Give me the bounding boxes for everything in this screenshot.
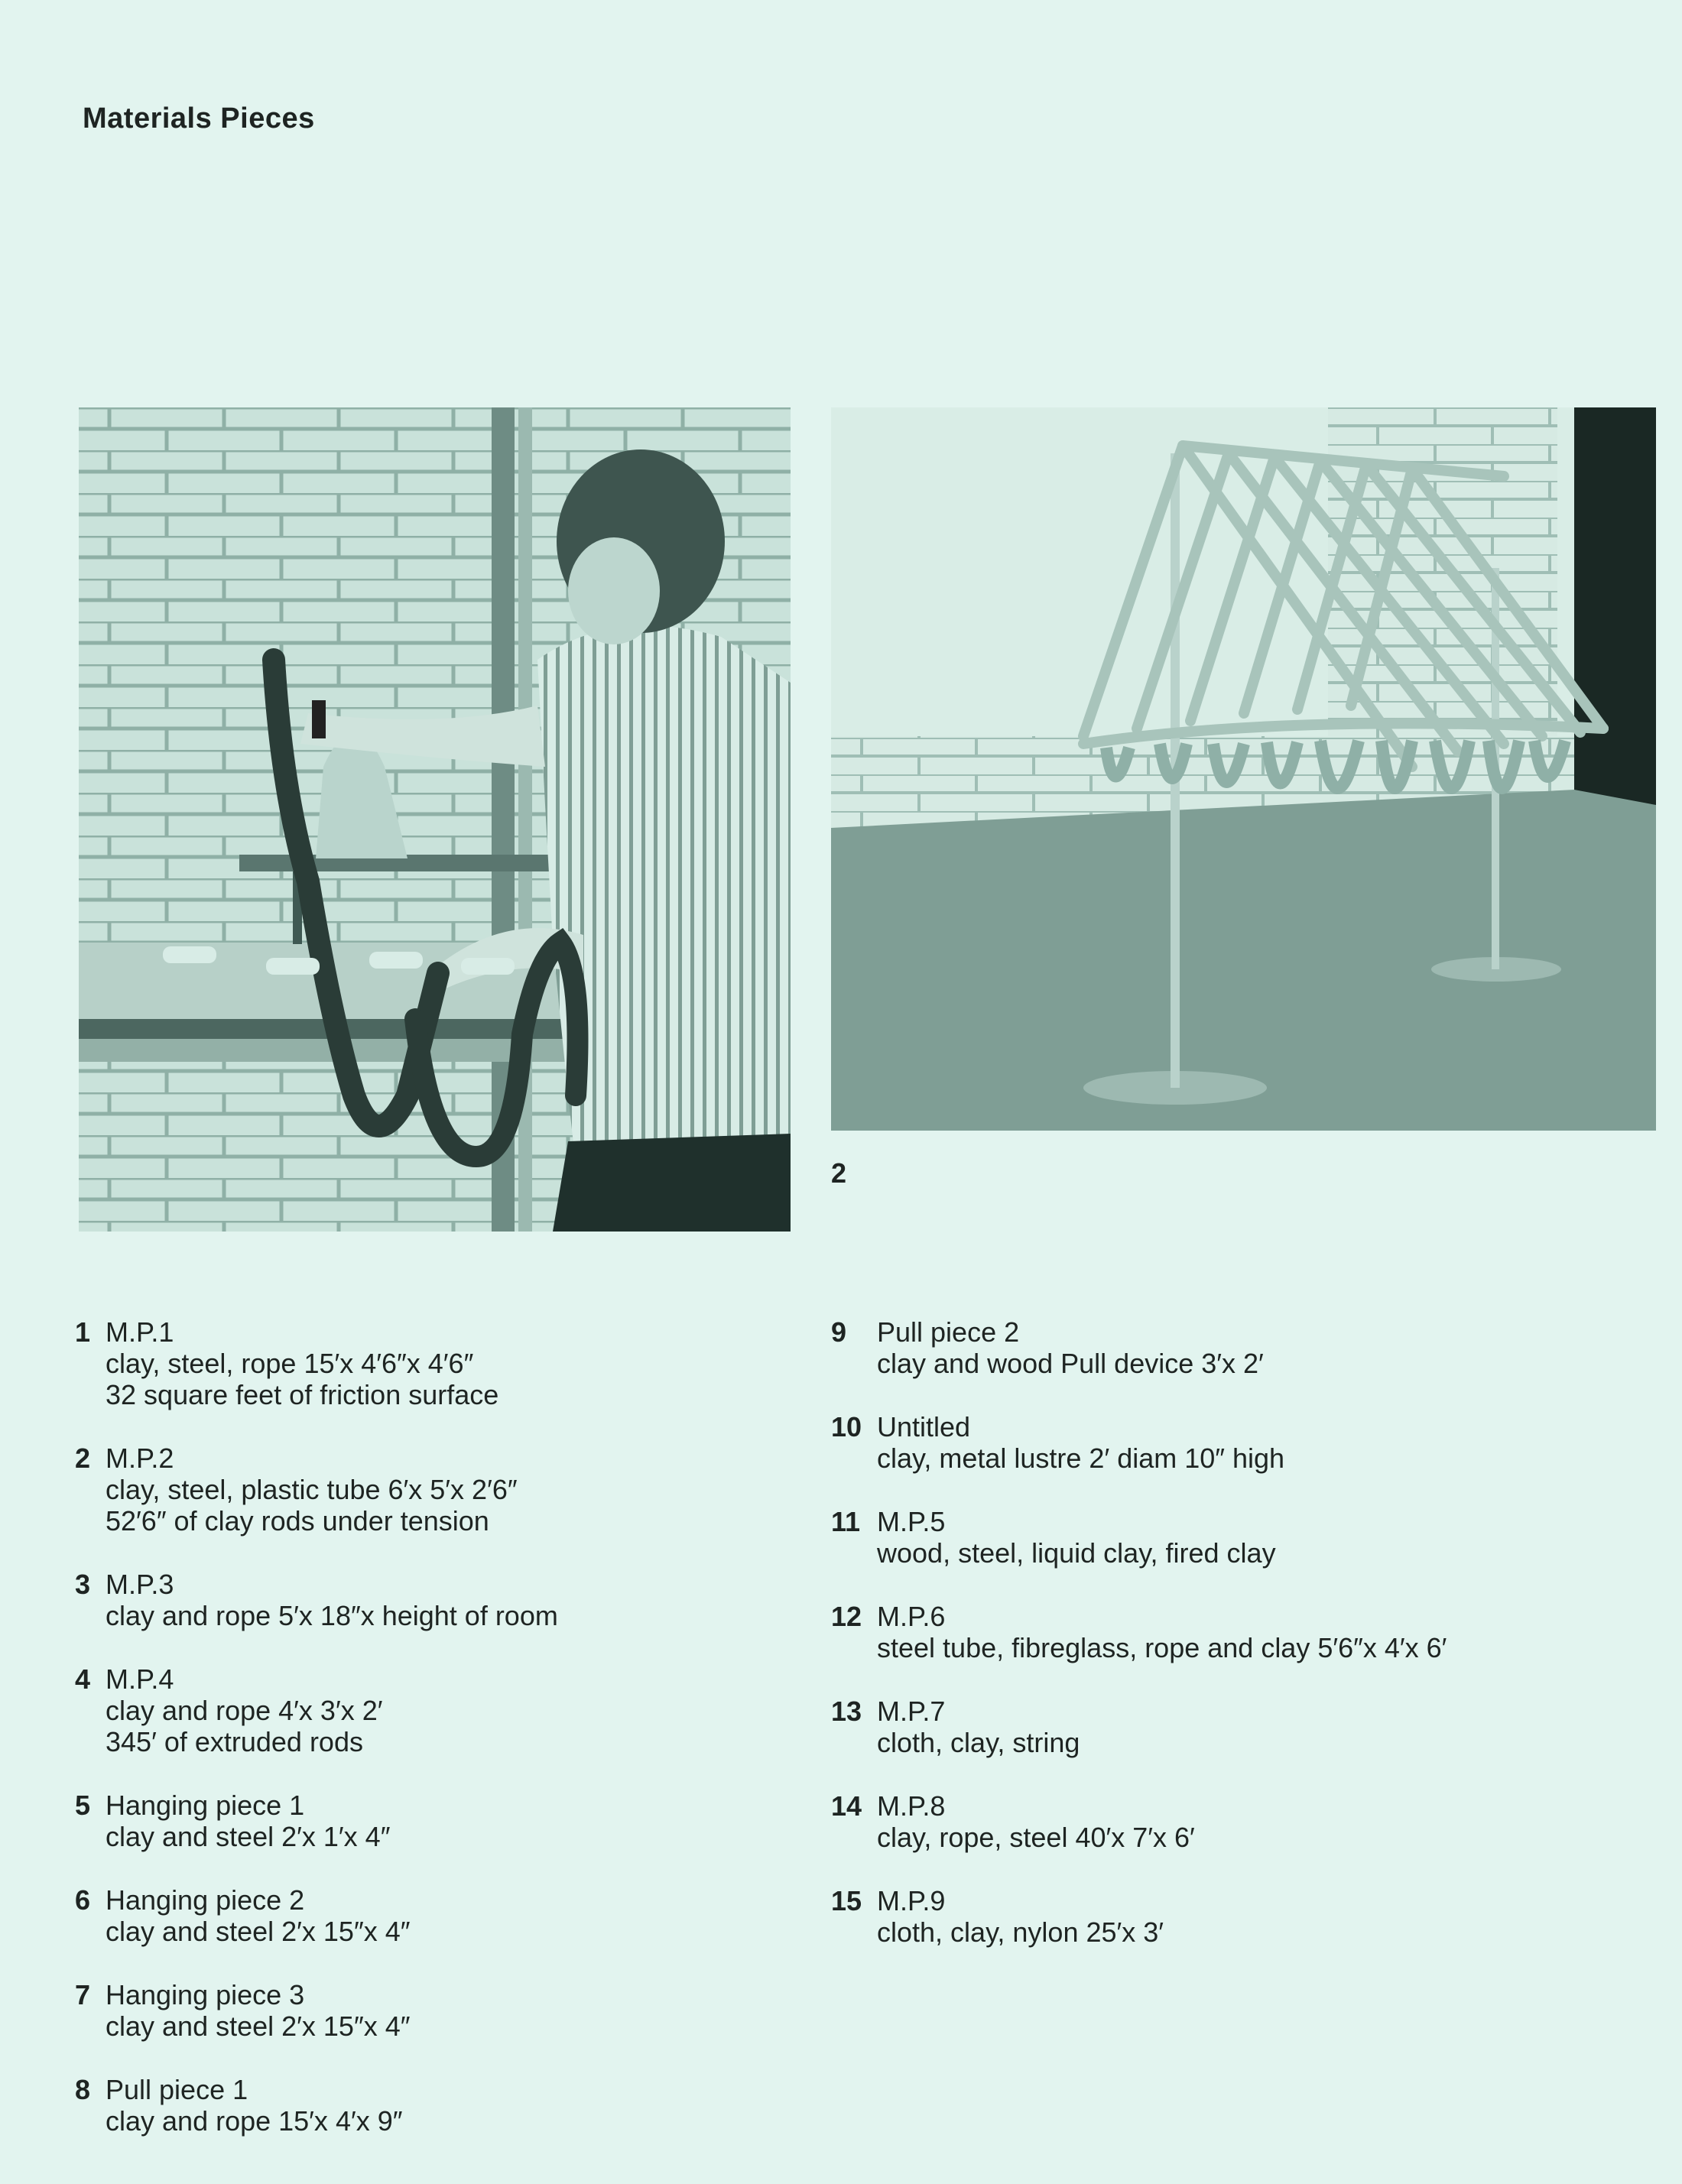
photo-man-with-clay-rods bbox=[79, 407, 791, 1232]
entry-number: 8 bbox=[75, 2074, 91, 2105]
catalogue-list-right bbox=[831, 1316, 1657, 1980]
entry-number: 9 bbox=[831, 1316, 847, 1348]
entry-detail: clay, rope, steel 40′x 7′x 6′ bbox=[877, 1822, 1195, 1853]
entry-title: Hanging piece 1 bbox=[106, 1790, 305, 1821]
entry-number: 11 bbox=[831, 1506, 861, 1537]
entry-detail: cloth, clay, string bbox=[877, 1727, 1080, 1758]
entry-title: Pull piece 2 bbox=[877, 1316, 1020, 1348]
entry-detail: clay, metal lustre 2′ diam 10″ high bbox=[877, 1442, 1285, 1474]
catalogue-entry bbox=[831, 1316, 1657, 1379]
entry-number: 2 bbox=[75, 1442, 91, 1474]
entry-detail: clay and rope 5′x 18″x height of room bbox=[106, 1600, 558, 1631]
entry-number: 13 bbox=[831, 1696, 862, 1727]
entry-detail: steel tube, fibreglass, rope and clay 5′6″x 4′x 6′ bbox=[877, 1632, 1447, 1663]
catalogue-entry bbox=[75, 1569, 809, 1631]
entry-number: 15 bbox=[831, 1885, 862, 1916]
entry-title: Hanging piece 3 bbox=[106, 1979, 305, 2010]
entry-number: 4 bbox=[75, 1663, 91, 1695]
entry-title: M.P.8 bbox=[877, 1790, 946, 1822]
entry-title: Pull piece 1 bbox=[106, 2074, 248, 2105]
entry-detail: clay and wood Pull device 3′x 2′ bbox=[877, 1348, 1264, 1379]
entry-detail: cloth, clay, nylon 25′x 3′ bbox=[877, 1916, 1164, 1948]
photo-2-caption-number: 2 bbox=[831, 1157, 847, 1189]
catalogue-entry bbox=[75, 2074, 809, 2137]
catalogue-entry bbox=[75, 1442, 809, 1537]
entry-title: Hanging piece 2 bbox=[106, 1884, 305, 1916]
entry-detail: clay and rope 15′x 4′x 9″ bbox=[106, 2105, 403, 2137]
catalogue-entry bbox=[831, 1790, 1657, 1853]
entry-detail: clay and steel 2′x 15″x 4″ bbox=[106, 1916, 411, 1947]
entry-detail: 52′6″ of clay rods under tension bbox=[106, 1505, 489, 1537]
catalogue-entry bbox=[831, 1506, 1657, 1569]
catalogue-entry bbox=[75, 1663, 809, 1757]
entry-title: M.P.5 bbox=[877, 1506, 946, 1537]
catalogue-entry bbox=[831, 1601, 1657, 1663]
entry-detail: 32 square feet of friction surface bbox=[106, 1379, 499, 1410]
catalogue-list-left bbox=[75, 1316, 809, 2169]
entry-detail: clay, steel, plastic tube 6′x 5′x 2′6″ bbox=[106, 1474, 518, 1505]
catalogue-entry bbox=[75, 1790, 809, 1852]
entry-number: 7 bbox=[75, 1979, 91, 2010]
entry-number: 3 bbox=[75, 1569, 91, 1600]
entry-title: M.P.2 bbox=[106, 1442, 174, 1474]
entry-number: 10 bbox=[831, 1411, 862, 1442]
catalogue-entry bbox=[75, 1884, 809, 1947]
entry-number: 1 bbox=[75, 1316, 91, 1348]
entry-detail: clay and rope 4′x 3′x 2′ bbox=[106, 1695, 383, 1726]
catalogue-entry bbox=[831, 1696, 1657, 1758]
catalogue-entry bbox=[75, 1979, 809, 2042]
entry-title: M.P.3 bbox=[106, 1569, 174, 1600]
catalogue-entry bbox=[831, 1411, 1657, 1474]
entry-title: Untitled bbox=[877, 1411, 971, 1442]
entry-number: 6 bbox=[75, 1884, 91, 1916]
entry-detail: clay and steel 2′x 1′x 4″ bbox=[106, 1821, 391, 1852]
entry-number: 12 bbox=[831, 1601, 862, 1632]
entry-title: M.P.4 bbox=[106, 1663, 174, 1695]
entry-title: M.P.1 bbox=[106, 1316, 174, 1348]
entry-title: M.P.7 bbox=[877, 1696, 946, 1727]
entry-detail: 345′ of extruded rods bbox=[106, 1726, 363, 1757]
entry-title: M.P.9 bbox=[877, 1885, 946, 1916]
entry-title: M.P.6 bbox=[877, 1601, 946, 1632]
page-title: Materials Pieces bbox=[83, 102, 315, 135]
photo-wire-sculpture bbox=[831, 407, 1656, 1131]
entry-detail: clay, steel, rope 15′x 4′6″x 4′6″ bbox=[106, 1348, 474, 1379]
catalogue-entry bbox=[75, 1316, 809, 1410]
catalogue-entry bbox=[831, 1885, 1657, 1948]
entry-number: 14 bbox=[831, 1790, 862, 1822]
entry-number: 5 bbox=[75, 1790, 91, 1821]
entry-detail: clay and steel 2′x 15″x 4″ bbox=[106, 2010, 411, 2042]
entry-detail: wood, steel, liquid clay, fired clay bbox=[877, 1537, 1276, 1569]
